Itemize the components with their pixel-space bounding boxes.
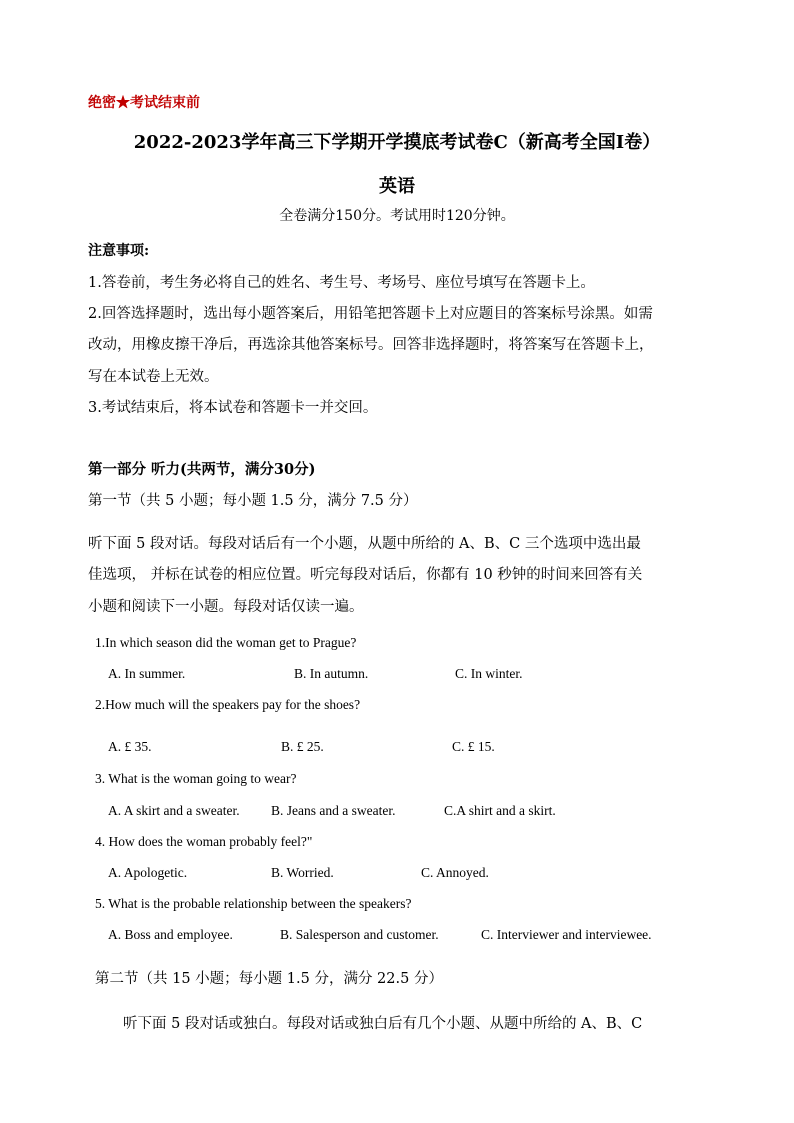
option-c: C. In winter.	[455, 666, 523, 681]
confidential-label: 绝密★考试结束前	[88, 95, 200, 111]
notice-line: 3.考试结束后，将本试卷和答题卡一并交回。	[88, 400, 378, 416]
question-text: 1.In which season did the woman get to Prague?	[95, 635, 357, 650]
option-a: A. In summer.	[108, 666, 186, 681]
part1-heading: 第一部分 听力(共两节，满分30分)	[88, 461, 316, 478]
option-a: A. Apologetic.	[108, 865, 188, 880]
notice-line: 写在本试卷上无效。	[88, 369, 219, 385]
option-b: B. Worried.	[271, 865, 334, 880]
question-text: 3. What is the woman going to wear?	[95, 771, 297, 786]
option-c: C. £ 15.	[452, 739, 495, 754]
option-c: C. Annoyed.	[421, 865, 489, 880]
question-text: 5. What is the probable relationship between the speakers?	[95, 896, 412, 911]
instruction-line: 佳选项， 并标在试卷的相应位置。听完每段对话后，你都有 10 秒钟的时间来回答有关	[88, 567, 643, 583]
notice-line: 1.答卷前，考生务必将自己的姓名、考生号、考场号、座位号填写在答题卡上。	[88, 275, 595, 291]
option-a: A. A skirt and a sweater.	[108, 803, 240, 818]
option-a: A. £ 35.	[108, 739, 152, 754]
option-b: B. Salesperson and customer.	[280, 927, 439, 942]
notice-heading: 注意事项:	[88, 243, 150, 259]
option-c: C.A shirt and a skirt.	[444, 803, 556, 818]
notice-line: 2.回答选择题时，选出每小题答案后，用铅笔把答题卡上对应题目的答案标号涂黑。如需	[88, 306, 653, 322]
option-b: B. In autumn.	[294, 666, 369, 681]
question-text: 2.How much will the speakers pay for the shoes?	[95, 697, 361, 712]
option-b: B. £ 25.	[281, 739, 324, 754]
instruction-line: 小题和阅读下一小题。每段对话仅读一遍。	[88, 599, 364, 615]
subject-title: 英语	[379, 176, 415, 197]
instruction-line: 听下面 5 段对话。每段对话后有一个小题，从题中所给的 A、B、C 三个选项中选出最	[88, 536, 641, 552]
section2-heading: 第二节（共 15 小题；每小题 1.5 分，满分 22.5 分）	[95, 971, 443, 987]
score-info: 全卷满分150分。考试用时120分钟。	[279, 208, 515, 224]
option-b: B. Jeans and a sweater.	[271, 803, 396, 818]
notice-line: 改动，用橡皮擦干净后，再选涂其他答案标号。回答非选择题时，将答案写在答题卡上，	[88, 337, 654, 353]
exam-title: 2022-2023学年高三下学期开学摸底考试卷C（新高考全国I卷）	[133, 132, 661, 153]
option-c: C. Interviewer and interviewee.	[481, 927, 652, 942]
section1-heading: 第一节（共 5 小题；每小题 1.5 分，满分 7.5 分）	[88, 493, 418, 509]
section2-intro: 听下面 5 段对话或独白。每段对话或独白后有几个小题、从题中所给的 A、B、C	[123, 1016, 643, 1032]
option-a: A. Boss and employee.	[108, 927, 233, 942]
question-text: 4. How does the woman probably feel?"	[95, 834, 313, 849]
